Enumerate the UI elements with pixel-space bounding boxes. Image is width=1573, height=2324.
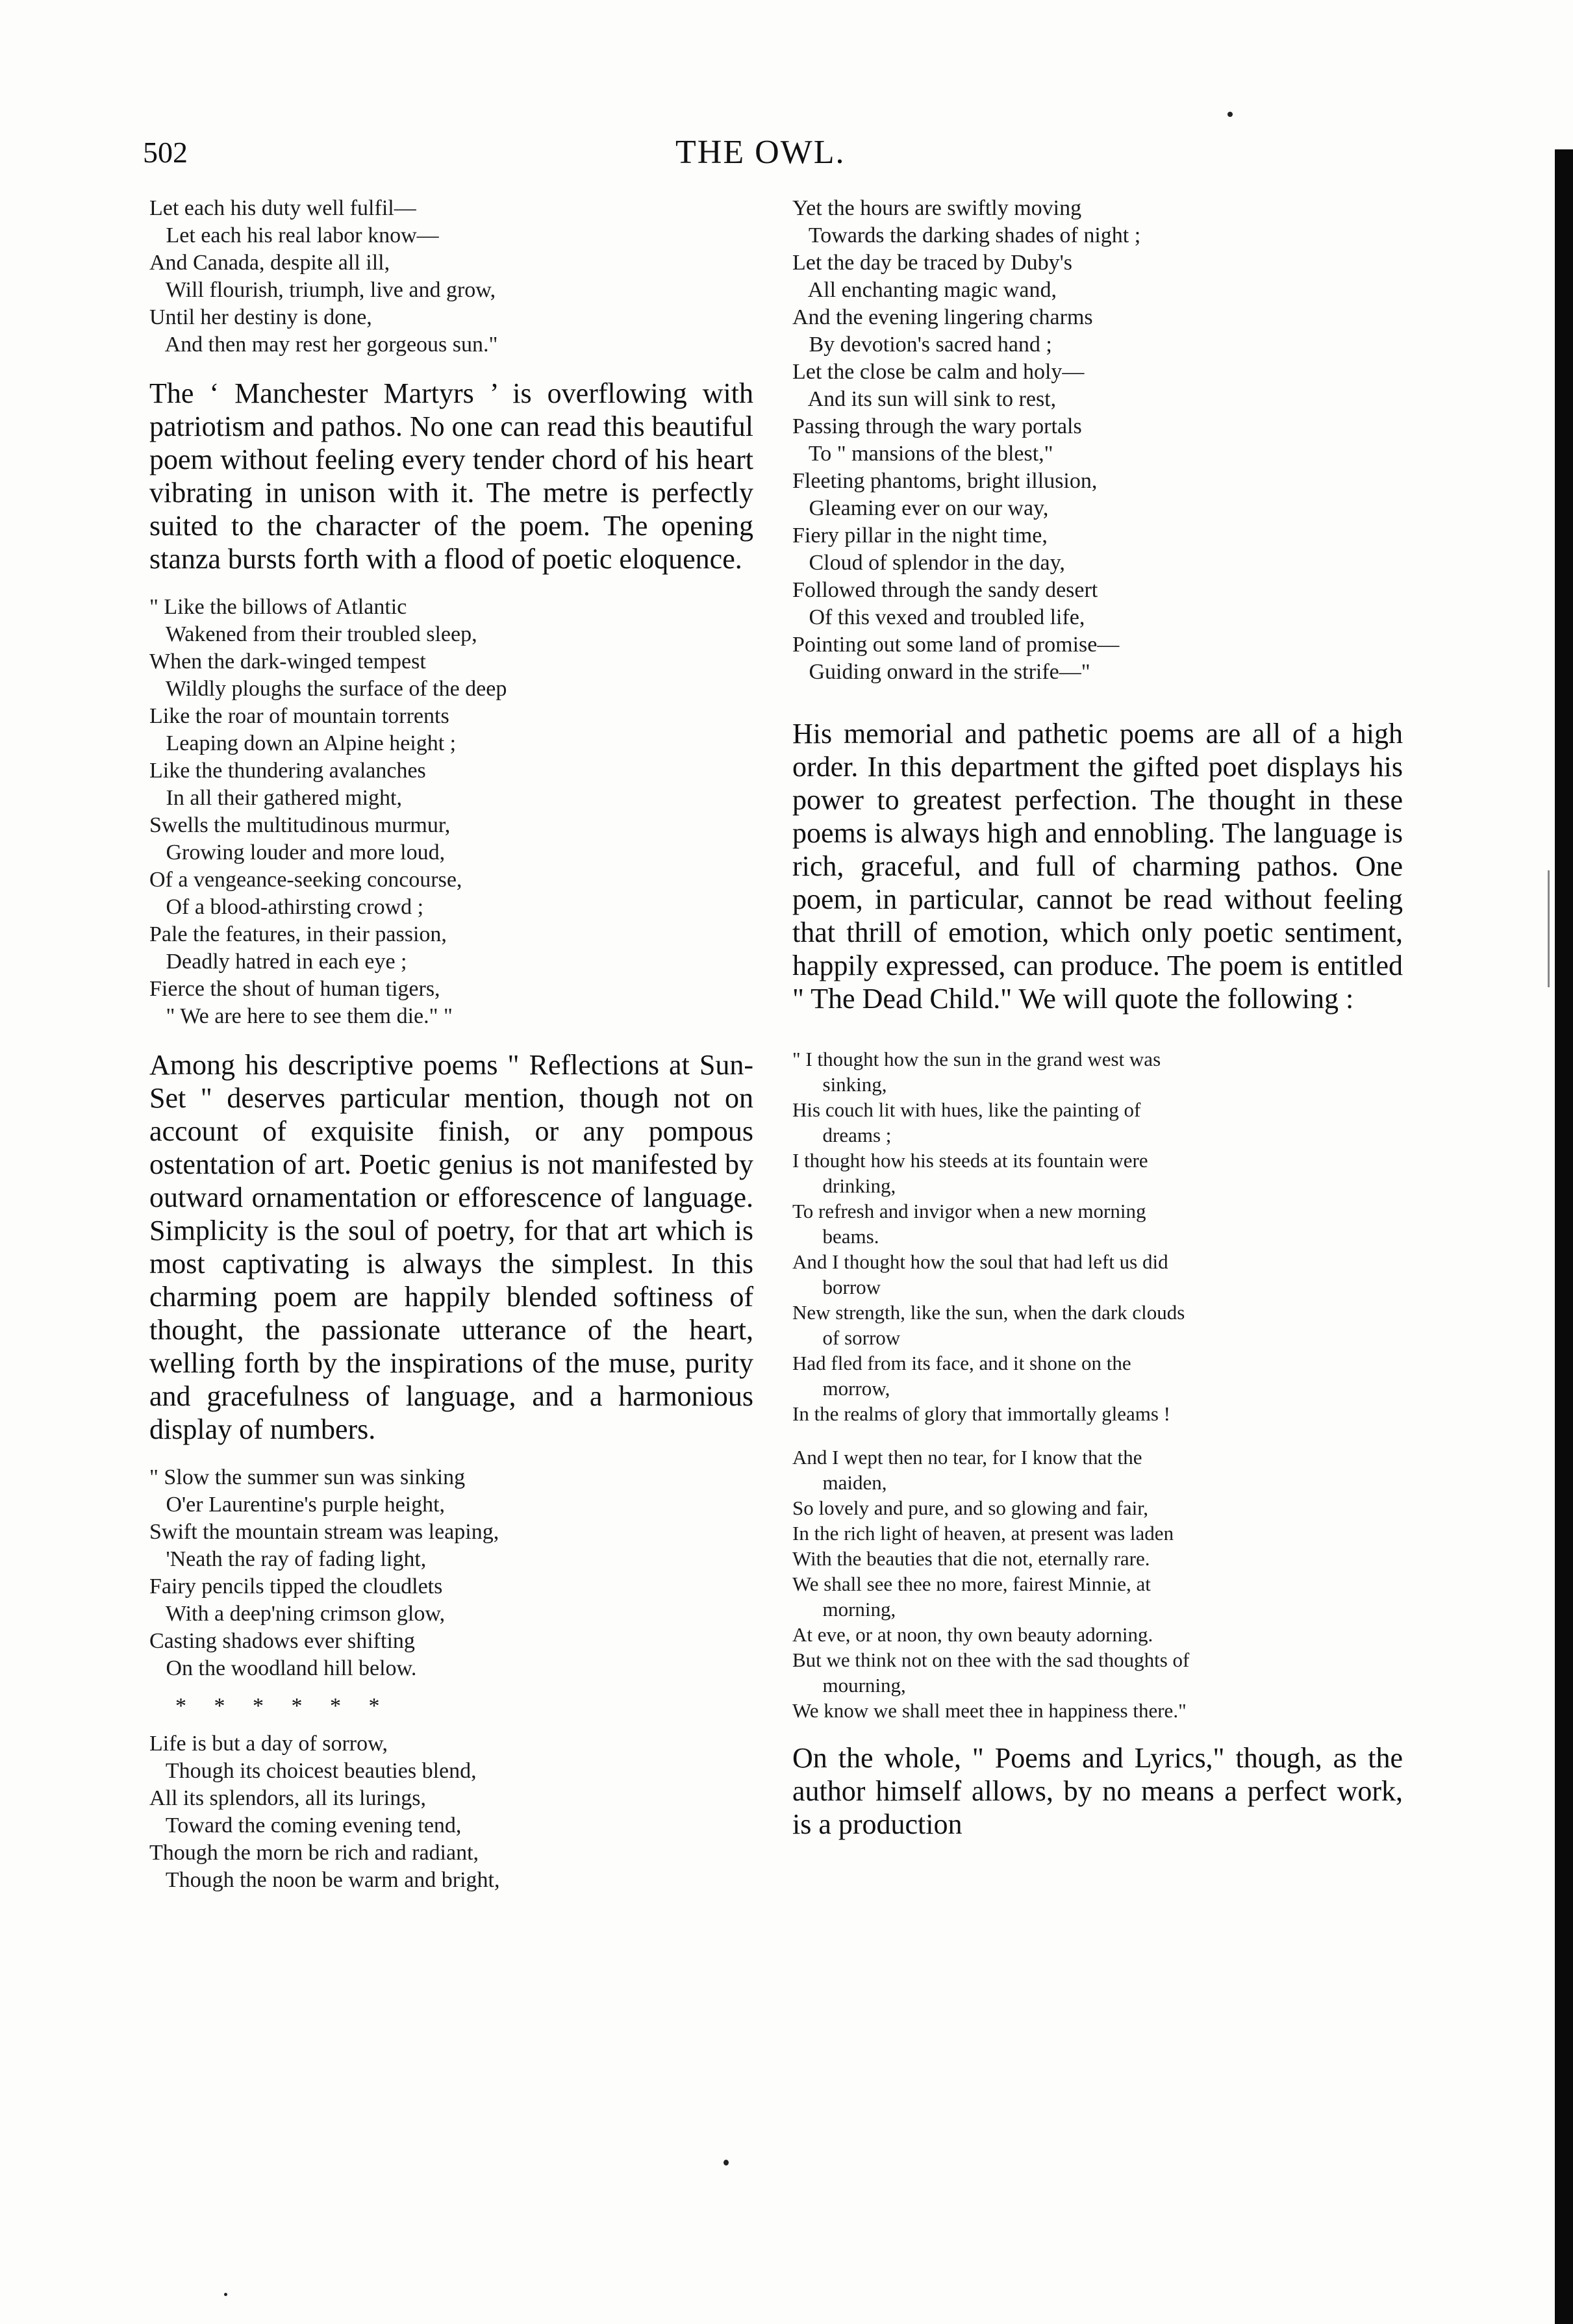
paragraph-manchester-martyrs: The ‘ Manchester Martyrs ’ is overflowing with patriotism and pathos. No one can read this beautiful poem without feeling every tender chord of his heart vibrating in unison with it. The metre is perfectly suited to the character of the poem. The opening stanza bursts forth with a flood of poetic eloquence.: [149, 377, 753, 575]
paragraph-reflections-sunset: Among his descriptive poems " Reflections at Sun-Set " deserves particular mention, though not on account of exquisite finish, or any pompous ostentation of art. Poetic genius is not manifested by outward ornamentation or efforescence of language. Simplicity is the soul of poetry, for that art which is most captivating is always the simplest. In this charming poem are happily blended softiness of thought, the passionate utterance of the heart, welling forth by the inspirations of the muse, purity and gracefulness of language, and a harmonious display of numbers.: [149, 1049, 753, 1445]
poem-dead-child-stanza-1: " I thought how the sun in the grand west was sinking, His couch lit with hues, like the painting of dreams ; I thought how his steeds at its fountain were drinking, To refresh and invigor when a new morning beams. And I thought how the soul that had left us did borrow New strength, like the sun, when the dark clouds of sorrow Had fled from its face, and it shone on the morrow, In the realms of glory that immortally gleams !: [792, 1048, 1185, 1425]
scan-speck: [1227, 112, 1233, 117]
stanza-break-asterisks: * * * * * *: [175, 1694, 380, 1718]
scan-mark: [1548, 870, 1550, 987]
poem-stanza-billows: " Like the billows of Atlantic Wakened from their troubled sleep, When the dark-winged tempest Wildly ploughs the surface of the deep Like the roar of mountain torrents Leaping down an Alpine height ; Like the thundering avalanches In all their gathered might, Swells the multitudinous murmur, Growing louder and more loud, Of a vengeance-seeking concourse, Of a blood-athirsting crowd ; Pale the features, in their passion, Deadly hatred in each eye ; Fierce the shout of human tigers, " We are here to see them die." ": [149, 595, 507, 1028]
paragraph-memorial-poems: His memorial and pathetic poems are all of a high order. In this department the gifted poet displays his power to greatest perfection. The thought in these poems is always high and ennobling. The language is rich, graceful, and full of charming pathos. One poem, in particular, cannot be read without feeling that thrill of emotion, which only poetic sentiment, happily expressed, can produce. The poem is entitled " The Dead Child." We will quote the following :: [792, 718, 1403, 1015]
page-number: 502: [143, 136, 188, 169]
poem-stanza-life-sorrow: Life is but a day of sorrow, Though its choicest beauties blend, All its splendors, all its lurings, Toward the coming evening tend, Though the morn be rich and radiant, Though the noon be warm and bright,: [149, 1732, 500, 1892]
paragraph-conclusion: On the whole, " Poems and Lyrics," though, as the author himself allows, by no means a perfect work, is a production: [792, 1742, 1403, 1840]
scan-binding-edge: [1555, 149, 1573, 2324]
journal-title: THE OWL.: [675, 134, 846, 171]
poem-dead-child-stanza-2: And I wept then no tear, for I know that the maiden, So lovely and pure, and so glowing and fair, In the rich light of heaven, at present was laden With the beauties that die not, eternally rare. We shall see thee no more, fairest Minnie, at morning, At eve, or at noon, thy own beauty adorning. But we think not on thee with the sad thoughts of mourning, We know we shall meet thee in happiness there.": [792, 1446, 1190, 1722]
poem-stanza-summer-sun: " Slow the summer sun was sinking O'er Laurentine's purple height, Swift the mountain stream was leaping, 'Neath the ray of fading light, Fairy pencils tipped the cloudlets With a deep'ning crimson glow, Casting shadows ever shifting On the woodland hill below.: [149, 1465, 499, 1680]
left-column: [149, 195, 753, 1894]
poem-stanza-hours-moving: Yet the hours are swiftly moving Towards the darking shades of night ; Let the day be traced by Duby's All enchanting magic wand, And the evening lingering charms By devotion's sacred hand ; Let the close be calm and holy— And its sun will sink to rest, Passing through the wary portals To " mansions of the blest," Fleeting phantoms, bright illusion, Gleaming ever on our way, Fiery pillar in the night time, Cloud of splendor in the day, Followed through the sandy desert Of this vexed and troubled life, Pointing out some land of promise— Guiding onward in the strife—": [792, 196, 1141, 684]
scan-speck: [224, 2293, 227, 2296]
scan-speck: [724, 2160, 729, 2166]
poem-stanza-canada: Let each his duty well fulfil— Let each his real labor know— And Canada, despite all ill, Will flourish, triumph, live and grow, Until her destiny is done, And then may rest her gorgeous sun.": [149, 196, 498, 357]
right-column: [792, 195, 1403, 1841]
